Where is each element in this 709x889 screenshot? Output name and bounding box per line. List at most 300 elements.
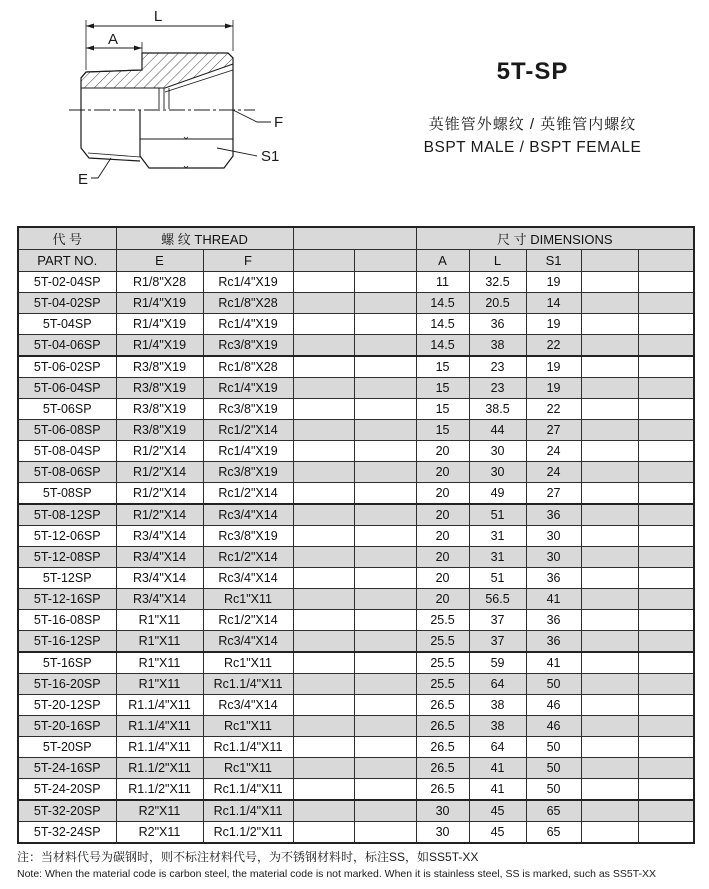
cell-part_no: 5T-16SP xyxy=(18,652,116,674)
cell-f: Rc3/8"X19 xyxy=(203,335,293,357)
cell-l: 41 xyxy=(469,758,526,779)
cell-l: 23 xyxy=(469,356,526,378)
cell-s1: 27 xyxy=(526,420,581,441)
cell-part_no: 5T-12-16SP xyxy=(18,589,116,610)
cell-part_no: 5T-04-06SP xyxy=(18,335,116,357)
empty-cell xyxy=(581,293,638,314)
subtitle-english: BSPT MALE / BSPT FEMALE xyxy=(423,139,642,156)
empty-cell xyxy=(581,758,638,779)
note-english: Note: When the material code is carbon steel, the material code is not marked. When it is stainless steel, SS is marked, such as SS5T-XX xyxy=(17,868,657,880)
cell-s1: 27 xyxy=(526,483,581,505)
cell-a: 11 xyxy=(416,272,469,293)
cell-l: 64 xyxy=(469,674,526,695)
empty-cell xyxy=(638,356,694,378)
empty-cell xyxy=(354,420,416,441)
cell-l: 38 xyxy=(469,335,526,357)
cell-f: Rc1.1/4"X11 xyxy=(203,779,293,801)
spec-table xyxy=(17,226,695,844)
empty-cell xyxy=(293,737,354,758)
cell-a: 26.5 xyxy=(416,737,469,758)
cell-l: 31 xyxy=(469,547,526,568)
cell-e: R1"X11 xyxy=(116,674,203,695)
cell-s1: 19 xyxy=(526,378,581,399)
header-empty-cell xyxy=(581,250,638,272)
cell-part_no: 5T-02-04SP xyxy=(18,272,116,293)
table-row xyxy=(18,716,694,737)
header-empty-cell xyxy=(354,250,416,272)
empty-cell xyxy=(354,779,416,801)
empty-cell xyxy=(354,695,416,716)
empty-cell xyxy=(354,589,416,610)
empty-cell xyxy=(354,335,416,357)
header-col-f: F xyxy=(203,250,293,272)
empty-cell xyxy=(354,293,416,314)
cell-a: 20 xyxy=(416,568,469,589)
cell-f: Rc3/4"X14 xyxy=(203,631,293,653)
cell-l: 41 xyxy=(469,779,526,801)
cell-s1: 24 xyxy=(526,462,581,483)
cell-e: R3/8"X19 xyxy=(116,378,203,399)
empty-cell xyxy=(581,483,638,505)
cell-s1: 41 xyxy=(526,652,581,674)
table-row xyxy=(18,779,694,801)
table-row xyxy=(18,800,694,822)
cell-l: 45 xyxy=(469,822,526,844)
cell-a: 20 xyxy=(416,504,469,526)
empty-cell xyxy=(581,589,638,610)
empty-cell xyxy=(293,547,354,568)
empty-cell xyxy=(293,758,354,779)
cell-l: 38 xyxy=(469,695,526,716)
cell-part_no: 5T-08-04SP xyxy=(18,441,116,462)
cell-f: Rc1.1/2"X11 xyxy=(203,822,293,844)
cell-l: 38.5 xyxy=(469,399,526,420)
header-part-no-cn: 代 号 xyxy=(18,227,116,250)
cell-part_no: 5T-08SP xyxy=(18,483,116,505)
table-row xyxy=(18,589,694,610)
cell-part_no: 5T-16-08SP xyxy=(18,610,116,631)
cell-a: 26.5 xyxy=(416,779,469,801)
header-empty-cell xyxy=(293,250,354,272)
cell-part_no: 5T-16-12SP xyxy=(18,631,116,653)
empty-cell xyxy=(354,568,416,589)
table-row xyxy=(18,420,694,441)
header-col-a: A xyxy=(416,250,469,272)
cell-a: 26.5 xyxy=(416,716,469,737)
cell-l: 30 xyxy=(469,441,526,462)
empty-cell xyxy=(354,378,416,399)
empty-cell xyxy=(354,504,416,526)
empty-cell xyxy=(354,356,416,378)
header-thread: 螺 纹 THREAD xyxy=(116,227,293,250)
cell-f: Rc1"X11 xyxy=(203,716,293,737)
cell-s1: 65 xyxy=(526,800,581,822)
empty-cell xyxy=(581,610,638,631)
cell-part_no: 5T-06-04SP xyxy=(18,378,116,399)
table-row xyxy=(18,272,694,293)
dim-label-L: L xyxy=(153,8,163,25)
cell-part_no: 5T-04-02SP xyxy=(18,293,116,314)
cell-s1: 22 xyxy=(526,335,581,357)
empty-cell xyxy=(581,441,638,462)
header-empty-cell xyxy=(638,250,694,272)
empty-cell xyxy=(638,441,694,462)
empty-cell xyxy=(293,483,354,505)
cell-part_no: 5T-06-02SP xyxy=(18,356,116,378)
empty-cell xyxy=(638,483,694,505)
empty-cell xyxy=(638,399,694,420)
empty-cell xyxy=(354,483,416,505)
empty-cell xyxy=(581,314,638,335)
page-title: 5T-SP xyxy=(496,58,569,85)
empty-cell xyxy=(293,610,354,631)
table-row xyxy=(18,674,694,695)
hatched-section xyxy=(81,53,233,88)
cell-s1: 41 xyxy=(526,589,581,610)
empty-cell xyxy=(638,314,694,335)
empty-cell xyxy=(581,737,638,758)
cell-a: 25.5 xyxy=(416,631,469,653)
cell-a: 15 xyxy=(416,356,469,378)
cell-a: 26.5 xyxy=(416,758,469,779)
empty-cell xyxy=(293,674,354,695)
cell-e: R1/2"X14 xyxy=(116,441,203,462)
cell-s1: 30 xyxy=(526,547,581,568)
cell-part_no: 5T-20-16SP xyxy=(18,716,116,737)
cell-s1: 19 xyxy=(526,314,581,335)
cell-e: R1/8"X28 xyxy=(116,272,203,293)
cell-l: 36 xyxy=(469,314,526,335)
empty-cell xyxy=(354,272,416,293)
cell-part_no: 5T-32-20SP xyxy=(18,800,116,822)
cell-s1: 36 xyxy=(526,504,581,526)
empty-cell xyxy=(354,462,416,483)
cell-s1: 30 xyxy=(526,526,581,547)
cell-e: R3/4"X14 xyxy=(116,526,203,547)
cell-e: R3/4"X14 xyxy=(116,568,203,589)
empty-cell xyxy=(638,526,694,547)
cell-part_no: 5T-20-12SP xyxy=(18,695,116,716)
table-row xyxy=(18,568,694,589)
empty-cell xyxy=(354,800,416,822)
cell-a: 15 xyxy=(416,420,469,441)
cell-part_no: 5T-06SP xyxy=(18,399,116,420)
cell-a: 20 xyxy=(416,547,469,568)
cell-l: 44 xyxy=(469,420,526,441)
cell-s1: 36 xyxy=(526,610,581,631)
table-row xyxy=(18,399,694,420)
cell-l: 37 xyxy=(469,631,526,653)
empty-cell xyxy=(354,610,416,631)
cell-s1: 50 xyxy=(526,674,581,695)
cell-f: Rc1.1/4"X11 xyxy=(203,674,293,695)
empty-cell xyxy=(638,737,694,758)
cell-f: Rc1/4"X19 xyxy=(203,378,293,399)
cell-s1: 50 xyxy=(526,737,581,758)
header-part-no-en: PART NO. xyxy=(18,250,116,272)
cell-a: 14.5 xyxy=(416,335,469,357)
cell-f: Rc1/2"X14 xyxy=(203,547,293,568)
cell-part_no: 5T-16-20SP xyxy=(18,674,116,695)
cell-part_no: 5T-24-16SP xyxy=(18,758,116,779)
cell-f: Rc1/2"X14 xyxy=(203,483,293,505)
empty-cell xyxy=(293,314,354,335)
cell-part_no: 5T-20SP xyxy=(18,737,116,758)
empty-cell xyxy=(581,631,638,653)
cell-a: 15 xyxy=(416,399,469,420)
empty-cell xyxy=(581,356,638,378)
cell-a: 20 xyxy=(416,441,469,462)
table-row xyxy=(18,822,694,844)
cell-e: R1/2"X14 xyxy=(116,483,203,505)
cell-e: R1/2"X14 xyxy=(116,504,203,526)
empty-cell xyxy=(638,758,694,779)
cell-f: Rc1"X11 xyxy=(203,652,293,674)
empty-cell xyxy=(638,378,694,399)
empty-cell xyxy=(354,737,416,758)
header-empty-mid xyxy=(293,227,416,250)
cell-f: Rc3/8"X19 xyxy=(203,462,293,483)
empty-cell xyxy=(638,674,694,695)
cell-e: R2"X11 xyxy=(116,822,203,844)
cell-f: Rc1/4"X19 xyxy=(203,272,293,293)
title-block xyxy=(375,58,690,157)
empty-cell xyxy=(638,420,694,441)
cell-e: R3/8"X19 xyxy=(116,399,203,420)
cell-a: 26.5 xyxy=(416,695,469,716)
cell-e: R1.1/4"X11 xyxy=(116,716,203,737)
cell-a: 20 xyxy=(416,526,469,547)
table-row xyxy=(18,314,694,335)
cell-f: Rc1/4"X19 xyxy=(203,314,293,335)
cell-f: Rc3/8"X19 xyxy=(203,399,293,420)
table-row xyxy=(18,378,694,399)
empty-cell xyxy=(581,652,638,674)
cell-e: R2"X11 xyxy=(116,800,203,822)
cell-part_no: 5T-08-06SP xyxy=(18,462,116,483)
cell-a: 25.5 xyxy=(416,674,469,695)
empty-cell xyxy=(293,800,354,822)
cell-s1: 46 xyxy=(526,695,581,716)
empty-cell xyxy=(638,822,694,844)
empty-cell xyxy=(581,504,638,526)
empty-cell xyxy=(354,674,416,695)
cell-e: R3/4"X14 xyxy=(116,589,203,610)
table-row xyxy=(18,652,694,674)
cell-part_no: 5T-32-24SP xyxy=(18,822,116,844)
table-body xyxy=(18,272,694,844)
empty-cell xyxy=(354,526,416,547)
table-row xyxy=(18,610,694,631)
empty-cell xyxy=(638,335,694,357)
empty-cell xyxy=(638,589,694,610)
cell-f: Rc1"X11 xyxy=(203,758,293,779)
cell-l: 49 xyxy=(469,483,526,505)
cell-part_no: 5T-12SP xyxy=(18,568,116,589)
empty-cell xyxy=(638,610,694,631)
cell-l: 59 xyxy=(469,652,526,674)
cell-f: Rc3/4"X14 xyxy=(203,568,293,589)
empty-cell xyxy=(638,293,694,314)
cell-f: Rc1/8"X28 xyxy=(203,356,293,378)
cell-e: R1/4"X19 xyxy=(116,293,203,314)
cell-e: R1"X11 xyxy=(116,631,203,653)
empty-cell xyxy=(581,568,638,589)
table-row xyxy=(18,483,694,505)
cell-a: 30 xyxy=(416,800,469,822)
header-dimensions: 尺 寸 DIMENSIONS xyxy=(416,227,694,250)
empty-cell xyxy=(354,441,416,462)
empty-cell xyxy=(581,822,638,844)
empty-cell xyxy=(581,378,638,399)
cell-part_no: 5T-12-06SP xyxy=(18,526,116,547)
empty-cell xyxy=(293,695,354,716)
cell-a: 20 xyxy=(416,462,469,483)
empty-cell xyxy=(638,631,694,653)
cell-s1: 50 xyxy=(526,779,581,801)
empty-cell xyxy=(293,716,354,737)
empty-cell xyxy=(638,800,694,822)
empty-cell xyxy=(293,399,354,420)
empty-cell xyxy=(293,420,354,441)
cell-l: 45 xyxy=(469,800,526,822)
cell-e: R1/4"X19 xyxy=(116,335,203,357)
empty-cell xyxy=(293,504,354,526)
empty-cell xyxy=(293,568,354,589)
table-row xyxy=(18,631,694,653)
cell-f: Rc3/4"X14 xyxy=(203,504,293,526)
cell-l: 31 xyxy=(469,526,526,547)
table-row xyxy=(18,737,694,758)
empty-cell xyxy=(293,378,354,399)
empty-cell xyxy=(293,293,354,314)
empty-cell xyxy=(293,356,354,378)
cell-e: R1"X11 xyxy=(116,610,203,631)
cell-f: Rc3/4"X14 xyxy=(203,695,293,716)
cell-f: Rc3/8"X19 xyxy=(203,526,293,547)
dim-label-A: A xyxy=(107,31,119,48)
cell-s1: 65 xyxy=(526,822,581,844)
table-row xyxy=(18,547,694,568)
empty-cell xyxy=(354,758,416,779)
empty-cell xyxy=(581,420,638,441)
cell-e: R1.1/2"X11 xyxy=(116,779,203,801)
empty-cell xyxy=(581,779,638,801)
dim-label-S1: S1 xyxy=(261,148,280,165)
cell-part_no: 5T-24-20SP xyxy=(18,779,116,801)
cell-e: R3/8"X19 xyxy=(116,420,203,441)
table-row xyxy=(18,356,694,378)
table-row xyxy=(18,293,694,314)
cell-e: R1.1/2"X11 xyxy=(116,758,203,779)
cell-s1: 14 xyxy=(526,293,581,314)
empty-cell xyxy=(354,399,416,420)
empty-cell xyxy=(638,716,694,737)
cell-f: Rc1"X11 xyxy=(203,589,293,610)
empty-cell xyxy=(581,399,638,420)
empty-cell xyxy=(354,631,416,653)
cell-e: R1"X11 xyxy=(116,652,203,674)
cell-s1: 36 xyxy=(526,568,581,589)
empty-cell xyxy=(293,589,354,610)
empty-cell xyxy=(354,547,416,568)
table-row xyxy=(18,526,694,547)
empty-cell xyxy=(638,547,694,568)
cell-f: Rc1/4"X19 xyxy=(203,441,293,462)
empty-cell xyxy=(638,652,694,674)
cell-e: R1.1/4"X11 xyxy=(116,695,203,716)
empty-cell xyxy=(581,547,638,568)
cell-l: 51 xyxy=(469,568,526,589)
cell-s1: 24 xyxy=(526,441,581,462)
dim-label-F: F xyxy=(274,114,284,131)
empty-cell xyxy=(638,779,694,801)
header-col-e: E xyxy=(116,250,203,272)
empty-cell xyxy=(581,272,638,293)
cell-a: 25.5 xyxy=(416,652,469,674)
technical-drawing xyxy=(45,8,345,208)
empty-cell xyxy=(638,272,694,293)
cell-f: Rc1.1/4"X11 xyxy=(203,800,293,822)
table-row xyxy=(18,441,694,462)
empty-cell xyxy=(638,462,694,483)
cell-s1: 22 xyxy=(526,399,581,420)
cell-l: 32.5 xyxy=(469,272,526,293)
cell-l: 56.5 xyxy=(469,589,526,610)
empty-cell xyxy=(293,441,354,462)
table-row xyxy=(18,335,694,357)
subtitle-chinese: 英锥管外螺纹 / 英锥管内螺纹 xyxy=(428,116,637,133)
cell-f: Rc1/8"X28 xyxy=(203,293,293,314)
empty-cell xyxy=(354,716,416,737)
cell-l: 20.5 xyxy=(469,293,526,314)
cell-e: R1.1/4"X11 xyxy=(116,737,203,758)
cell-part_no: 5T-06-08SP xyxy=(18,420,116,441)
empty-cell xyxy=(638,695,694,716)
cell-l: 23 xyxy=(469,378,526,399)
cell-part_no: 5T-08-12SP xyxy=(18,504,116,526)
empty-cell xyxy=(293,652,354,674)
empty-cell xyxy=(581,674,638,695)
cell-e: R3/8"X19 xyxy=(116,356,203,378)
empty-cell xyxy=(581,335,638,357)
table-header xyxy=(18,227,694,272)
empty-cell xyxy=(293,631,354,653)
empty-cell xyxy=(581,716,638,737)
cell-l: 64 xyxy=(469,737,526,758)
cell-part_no: 5T-04SP xyxy=(18,314,116,335)
empty-cell xyxy=(293,822,354,844)
empty-cell xyxy=(638,504,694,526)
cell-e: R1/2"X14 xyxy=(116,462,203,483)
cell-a: 20 xyxy=(416,589,469,610)
cell-a: 14.5 xyxy=(416,293,469,314)
fitting-cross-section xyxy=(45,8,345,208)
header-col-s1: S1 xyxy=(526,250,581,272)
empty-cell xyxy=(293,526,354,547)
cell-a: 20 xyxy=(416,483,469,505)
empty-cell xyxy=(293,335,354,357)
cell-a: 15 xyxy=(416,378,469,399)
cell-s1: 19 xyxy=(526,272,581,293)
empty-cell xyxy=(581,800,638,822)
table-row xyxy=(18,758,694,779)
empty-cell xyxy=(293,779,354,801)
table-row xyxy=(18,695,694,716)
empty-cell xyxy=(354,652,416,674)
cell-a: 30 xyxy=(416,822,469,844)
empty-cell xyxy=(293,462,354,483)
